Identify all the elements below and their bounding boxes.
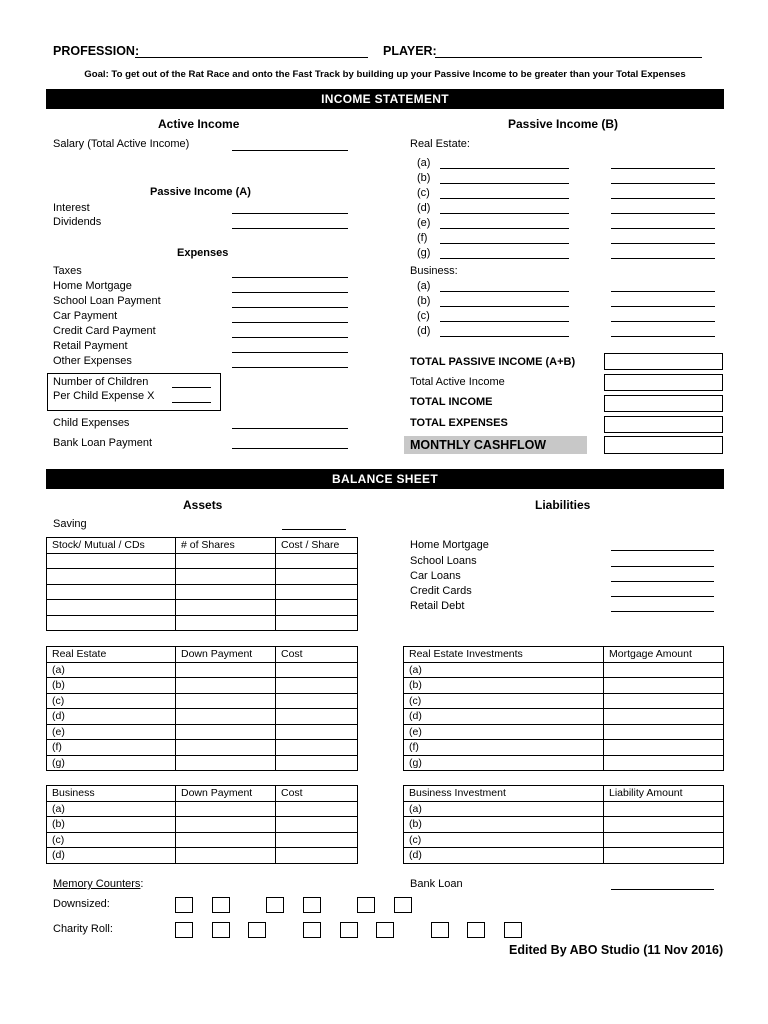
memory-counters-colon: : [140,878,144,890]
table-row [404,832,724,848]
business-item: (c) [417,310,430,322]
table-cell: (e) [404,724,604,740]
table-cell[interactable] [276,678,358,694]
table-header-cell: Business Investment [404,786,604,802]
bank-loan-payment-field[interactable] [232,448,348,449]
table-cell[interactable] [276,755,358,771]
table-cell[interactable] [176,801,276,817]
expense-field[interactable] [232,337,348,338]
table-header-cell: Down Payment [176,786,276,802]
profession-label: PROFESSION: [53,44,140,58]
table-row [404,724,724,740]
expense-label: Car Payment [53,310,118,322]
table-cell: (d) [404,848,604,864]
real-estate-label: Real Estate: [410,138,470,150]
table-cell[interactable] [604,662,724,678]
charity-roll-checkbox[interactable] [504,922,522,938]
table-row [47,786,358,802]
table-cell[interactable] [276,662,358,678]
table-cell[interactable] [176,832,276,848]
table-row [404,678,724,694]
liability-field[interactable] [611,581,714,582]
table-header-cell: Real Estate [47,647,176,663]
real-estate-item-amount[interactable] [611,198,715,199]
downsized-checkbox[interactable] [303,897,321,913]
table-row [47,755,358,771]
child-expenses-field[interactable] [232,428,348,429]
interest-label: Interest [53,202,90,214]
expense-field[interactable] [232,322,348,323]
expense-field[interactable] [232,307,348,308]
liability-label: Car Loans [410,570,461,582]
business-label: Business: [410,265,458,277]
business-item-amount[interactable] [611,291,715,292]
table-cell: (c) [404,693,604,709]
table-cell[interactable] [276,724,358,740]
bank-loan-field[interactable] [611,889,714,890]
total-expenses-label: TOTAL EXPENSES [410,417,508,429]
table-header-cell: # of Shares [176,538,276,554]
total-passive-field[interactable] [604,353,723,370]
table-cell[interactable] [176,678,276,694]
per-child-label: Per Child Expense X [53,390,155,402]
table-cell[interactable] [176,600,276,616]
liability-label: Credit Cards [410,585,472,597]
interest-field[interactable] [232,213,348,214]
real-estate-item: (c) [417,187,430,199]
table-header-cell: Down Payment [176,647,276,663]
real-estate-item: (g) [417,247,431,259]
table-row [47,569,358,585]
real-estate-item-field[interactable] [440,198,569,199]
table-cell: (d) [47,848,176,864]
table-header-cell: Cost / Share [276,538,358,554]
table-cell[interactable] [604,755,724,771]
table-row [47,740,358,756]
business-item-amount[interactable] [611,306,715,307]
real-estate-table [46,646,358,771]
table-cell: (a) [404,662,604,678]
business-table [46,785,358,864]
table-header-cell: Real Estate Investments [404,647,604,663]
table-row [404,848,724,864]
table-cell[interactable] [47,584,176,600]
table-cell: (f) [404,740,604,756]
children-label: Number of Children [53,376,149,388]
table-header-cell: Cost [276,786,358,802]
table-row [404,801,724,817]
real-estate-item: (e) [417,217,431,229]
credit-text: Edited By ABO Studio (11 Nov 2016) [509,943,724,957]
table-cell: (b) [47,817,176,833]
real-estate-item: (d) [417,202,431,214]
monthly-cashflow-label: MONTHLY CASHFLOW [404,436,587,454]
table-row [404,709,724,725]
table-cell: (c) [404,832,604,848]
table-row [404,755,724,771]
business-item-field[interactable] [440,306,569,307]
table-row [404,817,724,833]
table-cell[interactable] [276,615,358,631]
monthly-cashflow-field[interactable] [604,436,723,454]
table-cell: (d) [47,709,176,725]
business-item-field[interactable] [440,336,569,337]
table-header-cell: Business [47,786,176,802]
table-cell: (c) [47,832,176,848]
table-cell[interactable] [176,740,276,756]
salary-field[interactable] [232,150,348,151]
expense-label: Other Expenses [53,355,132,367]
table-cell[interactable] [176,553,276,569]
table-row [404,786,724,802]
table-cell[interactable] [276,848,358,864]
table-cell[interactable] [176,615,276,631]
saving-label: Saving [53,518,87,530]
memory-counters-label: Memory Counters [53,878,141,890]
total-active-label: Total Active Income [410,376,505,388]
downsized-label: Downsized: [53,898,110,910]
children-field[interactable] [172,387,211,388]
liabilities-heading: Liabilities [535,498,591,512]
table-cell: (c) [47,693,176,709]
table-cell[interactable] [276,709,358,725]
charity-roll-checkbox[interactable] [467,922,485,938]
table-cell[interactable] [604,817,724,833]
passive-income-b-heading: Passive Income (B) [508,117,619,131]
table-cell[interactable] [176,724,276,740]
real-estate-item-field[interactable] [440,183,569,184]
table-cell: (a) [47,662,176,678]
business-investment-table [403,785,724,864]
table-row [404,693,724,709]
active-income-heading: Active Income [158,117,240,131]
charity-roll-checkbox[interactable] [340,922,358,938]
memory-counters-heading [53,878,143,890]
table-cell[interactable] [176,755,276,771]
expense-field[interactable] [232,367,348,368]
table-cell[interactable] [176,693,276,709]
table-cell[interactable] [176,662,276,678]
assets-heading: Assets [183,498,223,512]
income-statement-title: INCOME STATEMENT [46,89,724,109]
table-cell: (f) [47,740,176,756]
table-cell[interactable] [176,569,276,585]
liability-label: Retail Debt [410,600,465,612]
real-estate-item-field[interactable] [440,258,569,259]
table-cell[interactable] [176,709,276,725]
table-cell[interactable] [604,724,724,740]
expense-field[interactable] [232,292,348,293]
table-row [47,801,358,817]
real-estate-item-amount[interactable] [611,183,715,184]
table-row [47,600,358,616]
player-field[interactable] [435,57,702,58]
goal-text: Goal: To get out of the Rat Race and onto the Fast Track by building up your Passive Income to be greater than your Total Expenses [84,69,686,80]
table-cell[interactable] [47,553,176,569]
profession-field[interactable] [135,57,368,58]
table-row [47,553,358,569]
real-estate-investments-table [403,646,724,771]
table-row [47,538,358,554]
real-estate-item-amount[interactable] [611,168,715,169]
table-header-cell: Cost [276,647,358,663]
bank-loan-payment-label: Bank Loan Payment [53,437,153,449]
table-cell[interactable] [604,848,724,864]
business-item-amount[interactable] [611,336,715,337]
table-cell[interactable] [276,832,358,848]
bank-loan-label: Bank Loan [410,878,463,890]
real-estate-item: (f) [417,232,428,244]
table-cell[interactable] [276,817,358,833]
total-expenses-field[interactable] [604,416,723,433]
business-item: (a) [417,280,431,292]
expense-field[interactable] [232,277,348,278]
table-cell[interactable] [604,832,724,848]
table-row [47,709,358,725]
liability-label: School Loans [410,555,477,567]
table-cell: (g) [404,755,604,771]
table-cell: (e) [47,724,176,740]
expenses-heading: Expenses [177,247,229,259]
charity-roll-checkbox[interactable] [212,922,230,938]
stock-table [46,537,358,631]
table-cell: (a) [404,801,604,817]
downsized-checkbox[interactable] [394,897,412,913]
table-header-cell: Stock/ Mutual / CDs [47,538,176,554]
table-row [47,693,358,709]
liability-field[interactable] [611,566,714,567]
total-income-label: TOTAL INCOME [410,396,493,408]
charity-roll-checkbox[interactable] [431,922,449,938]
table-cell[interactable] [604,740,724,756]
player-label: PLAYER: [383,44,437,58]
business-item: (d) [417,325,431,337]
table-cell[interactable] [276,693,358,709]
total-passive-label: TOTAL PASSIVE INCOME (A+B) [410,356,576,368]
dividends-field[interactable] [232,228,348,229]
table-cell: (b) [404,678,604,694]
charity-roll-checkbox[interactable] [248,922,266,938]
passive-income-a-heading: Passive Income (A) [150,186,251,198]
expense-field[interactable] [232,352,348,353]
charity-roll-checkbox[interactable] [175,922,193,938]
child-expenses-label: Child Expenses [53,417,130,429]
real-estate-item-amount[interactable] [611,213,715,214]
table-row [404,662,724,678]
table-cell[interactable] [176,848,276,864]
business-item: (b) [417,295,431,307]
table-row [47,647,358,663]
dividends-label: Dividends [53,216,102,228]
real-estate-item-field[interactable] [440,213,569,214]
liability-field[interactable] [611,596,714,597]
expense-label: School Loan Payment [53,295,161,307]
table-cell: (b) [404,817,604,833]
table-row [404,740,724,756]
real-estate-item-amount[interactable] [611,243,715,244]
business-item-amount[interactable] [611,321,715,322]
table-cell[interactable] [276,553,358,569]
downsized-checkbox[interactable] [175,897,193,913]
downsized-checkbox[interactable] [357,897,375,913]
table-cell: (a) [47,801,176,817]
table-row [47,817,358,833]
table-cell[interactable] [604,678,724,694]
table-row [47,832,358,848]
per-child-field[interactable] [172,402,211,403]
charity-roll-checkbox[interactable] [303,922,321,938]
real-estate-item: (a) [417,157,431,169]
business-item-field[interactable] [440,291,569,292]
table-row [47,724,358,740]
table-cell[interactable] [276,569,358,585]
saving-field[interactable] [282,529,346,530]
expense-label: Retail Payment [53,340,128,352]
liability-field[interactable] [611,611,714,612]
charity-roll-checkbox[interactable] [376,922,394,938]
total-income-field[interactable] [604,395,723,412]
table-cell[interactable] [604,801,724,817]
real-estate-item-amount[interactable] [611,228,715,229]
table-cell[interactable] [604,693,724,709]
downsized-checkbox[interactable] [266,897,284,913]
real-estate-item: (b) [417,172,431,184]
table-row [404,647,724,663]
table-header-cell: Liability Amount [604,786,724,802]
table-row [47,678,358,694]
salary-label: Salary (Total Active Income) [53,138,190,150]
table-cell: (d) [404,709,604,725]
table-cell[interactable] [604,709,724,725]
balance-sheet-title: BALANCE SHEET [46,469,724,489]
table-row [47,662,358,678]
table-row [47,848,358,864]
liability-label: Home Mortgage [410,539,489,551]
expense-label: Taxes [53,265,82,277]
liability-field[interactable] [611,550,714,551]
table-row [47,615,358,631]
expense-label: Credit Card Payment [53,325,156,337]
total-active-field[interactable] [604,374,723,391]
table-cell[interactable] [47,569,176,585]
table-cell[interactable] [47,615,176,631]
table-cell[interactable] [47,600,176,616]
table-cell[interactable] [176,817,276,833]
table-cell[interactable] [276,740,358,756]
table-header-cell: Mortgage Amount [604,647,724,663]
real-estate-item-field[interactable] [440,228,569,229]
table-cell[interactable] [176,584,276,600]
downsized-checkbox[interactable] [212,897,230,913]
real-estate-item-amount[interactable] [611,258,715,259]
table-cell[interactable] [276,801,358,817]
table-cell[interactable] [276,600,358,616]
charity-roll-label: Charity Roll: [53,923,113,935]
real-estate-item-field[interactable] [440,243,569,244]
table-row [47,584,358,600]
business-item-field[interactable] [440,321,569,322]
real-estate-item-field[interactable] [440,168,569,169]
table-cell: (g) [47,755,176,771]
expense-label: Home Mortgage [53,280,132,292]
table-cell: (b) [47,678,176,694]
table-cell[interactable] [276,584,358,600]
